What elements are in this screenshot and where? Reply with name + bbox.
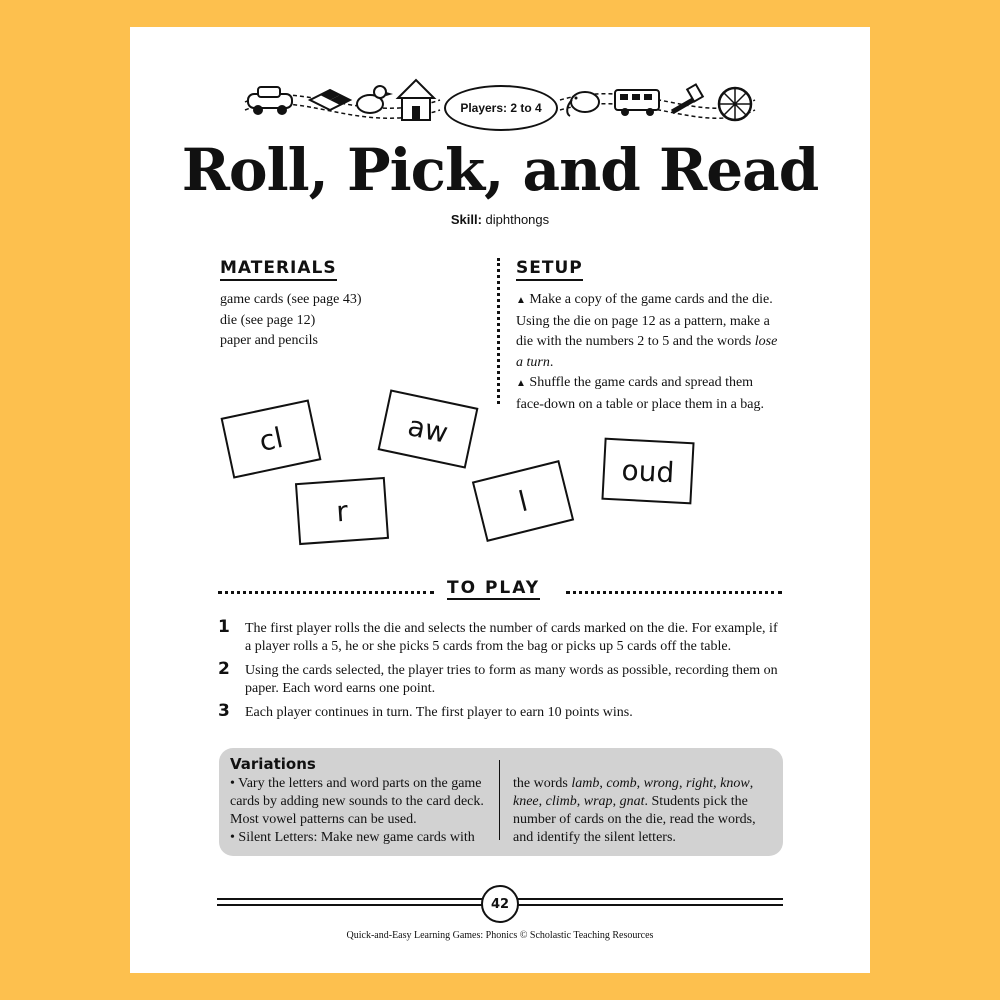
variations-left	[230, 775, 488, 847]
elephant-icon	[567, 92, 599, 116]
skill-line	[300, 212, 700, 227]
checkered-flag-icon	[310, 90, 350, 110]
to-play-heading: TO PLAY	[447, 578, 541, 598]
materials-item: paper and pencils	[220, 333, 318, 348]
players-badge: Players: 2 to 4	[444, 85, 558, 131]
materials-item: die (see page 12)	[220, 312, 316, 328]
step-number: 2	[218, 659, 230, 679]
variations-heading: Variations	[230, 755, 316, 773]
play-step	[218, 617, 785, 656]
setup-item: ▲ Make a copy of the game cards and the die. Using the die on page 12 as a pattern, make a die with the numbers 2 to 5 and the words lose a turn.	[516, 292, 778, 370]
duck-icon	[357, 86, 393, 113]
column-divider	[497, 258, 500, 404]
materials-heading: MATERIALS	[220, 258, 337, 281]
game-card: aw	[378, 389, 479, 468]
materials-section	[220, 258, 337, 278]
footer-credit: Quick-and-Easy Learning Games: Phonics © Scholastic Teaching Resources	[346, 930, 654, 941]
setup-heading: SETUP	[516, 258, 583, 281]
triangle-bullet-icon: ▲	[516, 378, 526, 389]
play-step	[218, 659, 785, 698]
game-card: l	[472, 460, 574, 542]
setup-item: ▲ Shuffle the game cards and spread them face-down on a table or place them in a bag.	[516, 375, 765, 412]
variations-divider	[499, 760, 500, 840]
house-icon	[398, 80, 434, 120]
step-number: 1	[218, 617, 230, 637]
divider-dots-left	[218, 591, 434, 594]
skill-label: Skill:	[450, 212, 482, 227]
step-text: The first player rolls the die and selects the number of cards marked on the die. For example, if a player rolls a 5, he or she picks 5 cards from the bag or picks up 5 cards off the table.	[245, 621, 778, 654]
page-title: Roll, Pick, and Read	[181, 136, 819, 204]
wheel-icon	[719, 88, 751, 120]
variations-right: the words lamb, comb, wrong, right, know, knee, climb, wrap, gnat. Students pick the number of cards on the die, read the words, and identify the silent letters.	[513, 776, 756, 845]
materials-list	[220, 290, 480, 352]
triangle-bullet-icon: ▲	[516, 295, 526, 306]
materials-item: game cards (see page 43)	[220, 292, 362, 307]
step-number: 3	[218, 701, 230, 721]
skill-value: diphthongs	[485, 212, 550, 227]
play-step	[218, 701, 785, 722]
setup-section	[516, 258, 583, 278]
variations-item: • Vary the letters and word parts on the game cards by adding new sounds to the card deck. Most vowel patterns can be used.	[230, 776, 484, 827]
page-number: 42	[481, 885, 519, 923]
car-icon	[248, 87, 292, 115]
game-card: cl	[221, 399, 322, 478]
step-text: Using the cards selected, the player tries to form as many words as possible, recording them on paper. Each word earns one point.	[245, 663, 778, 696]
variations-item: • Silent Letters: Make new game cards with	[230, 830, 475, 845]
hammer-icon	[671, 84, 703, 114]
bus-icon	[615, 90, 659, 116]
game-card: r	[295, 477, 389, 545]
game-card: oud	[601, 438, 694, 505]
divider-dots-right	[566, 591, 782, 594]
setup-list	[516, 290, 782, 415]
step-text: Each player continues in turn. The first player to earn 10 points wins.	[245, 705, 633, 720]
